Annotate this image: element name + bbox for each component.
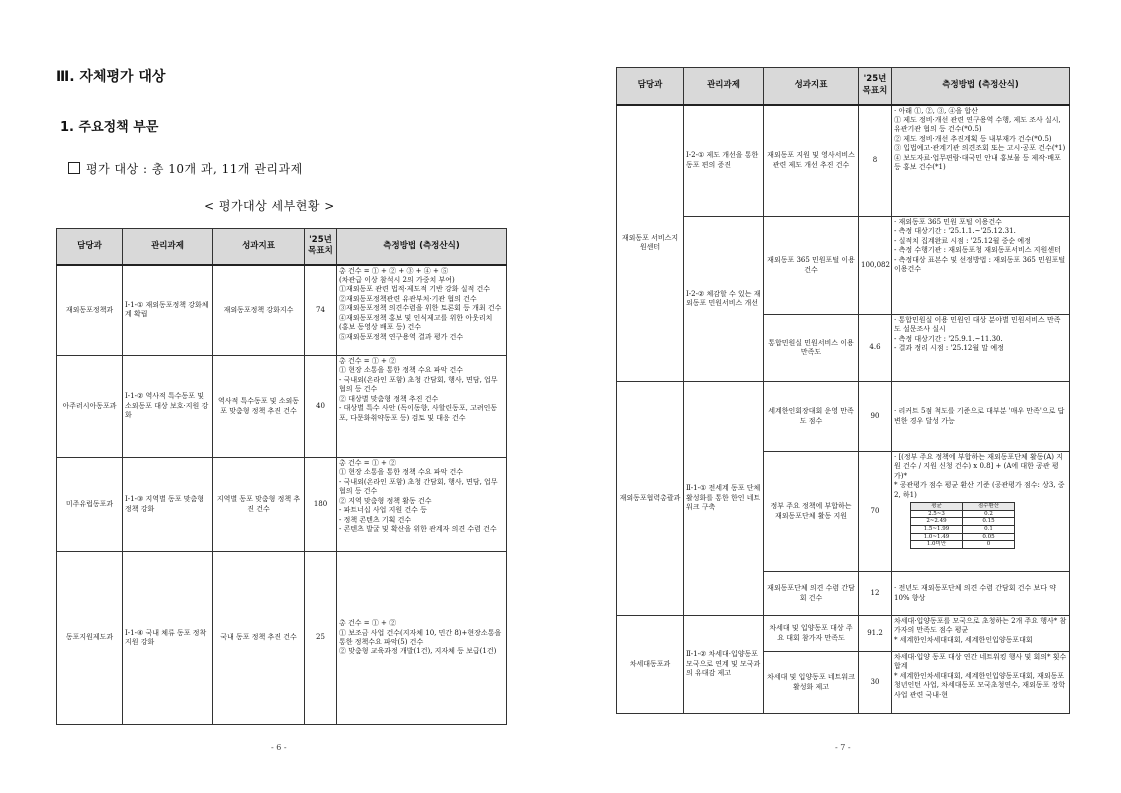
method-line: - 정책 콘텐츠 기획 건수 <box>339 515 412 524</box>
method-line: ① 보조금 사업 건수(지자체 10, 민간 8)+현장소통을 통한 정책수요 파악(5) 건수 <box>339 628 502 646</box>
method-line: · 전년도 재외동포단체 의견 수렴 간담회 건수 보다 약 10% 향상 <box>894 584 1057 602</box>
target-cell: 40 <box>305 356 337 458</box>
target-cell: 4.6 <box>859 315 892 382</box>
method-line: 차세대·입양동포를 모국으로 초청하는 2개 주요 행사* 참가자의 만족도 점수 평균 <box>894 617 1067 635</box>
method-line: - 국내외(온라인 포함) 초청 간담회, 행사, 면담, 업무협의 등 건수 <box>339 375 498 394</box>
table-header-row <box>57 229 507 265</box>
header-method: 측정방법 (측정산식) <box>892 68 1070 105</box>
eval-target <box>68 160 303 177</box>
task-cell: Ⅰ-2-① 제도 개선을 통한 동포 편의 증진 <box>684 105 764 217</box>
task-cell: Ⅰ-1-④ 국내 체류 동포 정착지원 강화 <box>123 552 213 725</box>
task-cell: Ⅱ-1-① 전세계 동포 단체 활성화를 통한 한인 네트워크 구축 <box>684 382 764 616</box>
header-dept: 담당과 <box>617 68 684 105</box>
dept-cell: 아주러시아동포과 <box>57 356 123 458</box>
method-line: * 세계한인차세대대회, 세계한인입양동포대회, 재외동포 청년인턴 사업, 차세대동포 모국초청연수, 재외동포 장학사업 관련 국내·현 <box>894 671 1066 699</box>
indicator-cell: 역사적 특수동포 및 소외동포 맞춤형 정책 추진 건수 <box>213 356 305 458</box>
method-cell <box>892 652 1070 714</box>
eval-target-text: 평가 대상 : 총 10개 과, 11개 관리과제 <box>86 162 303 176</box>
method-line: (차관급 이상 참석시 2의 가중치 부여) <box>339 275 455 284</box>
method-cell <box>892 452 1070 572</box>
method-line: ③재외동포정책 의견수렴을 위한 토론회 등 개최 건수 <box>339 304 502 313</box>
task-cell: Ⅰ-2-② 체감할 수 있는 재외동포 민원서비스 개선 <box>684 217 764 382</box>
mini-cell: 2~2.49 <box>911 518 963 526</box>
dept-cell: 차세대동포과 <box>617 616 684 714</box>
method-cell <box>892 572 1070 616</box>
method-line: 차세대·입양 동포 대상 연간 네트워킹 행사 및 회의* 횟수 합계 <box>894 653 1067 671</box>
method-line: - 콘텐츠 발굴 및 확산을 위한 관계자 의견 수렴 건수 <box>339 525 497 534</box>
target-cell: 74 <box>305 265 337 356</box>
method-line: · [(정부 주요 정책에 부합하는 재외동포단체 활동(A) 지원 건수 / 지원 신청 건수) x 0.8] + (A에 대한 공관 평가)* <box>894 453 1064 480</box>
page-number: - 7 - <box>835 743 851 752</box>
table-row <box>57 458 507 552</box>
method-cell <box>337 458 507 552</box>
target-cell: 100,082 <box>859 217 892 315</box>
method-line: 총 건수 = ① + ② <box>339 619 397 628</box>
table-row <box>57 552 507 725</box>
indicator-cell: 국내 동포 정책 추진 건수 <box>213 552 305 725</box>
indicator-cell: 지역별 동포 맞춤형 정책 추진 건수 <box>213 458 305 552</box>
table-header-row <box>617 68 1070 105</box>
target-cell: 91.2 <box>859 616 892 652</box>
method-line: · 재외동포 365 민원 포털 이용건수 <box>894 218 1002 226</box>
target-cell: 90 <box>859 382 892 452</box>
method-line: 총 건수 = ① + ② + ③ + ④ + ⑤ <box>339 266 449 275</box>
status-caption: < 평가대상 세부현황 > <box>204 199 335 213</box>
indicator-cell: 재외동포 지원 및 영사서비스 관련 제도 개선 추진 건수 <box>764 105 859 217</box>
indicator-cell: 차세대 및 입양동포 대상 주요 대회 참가자 만족도 <box>764 616 859 652</box>
target-cell: 25 <box>305 552 337 725</box>
table-row <box>617 616 1070 652</box>
method-line: - 파트너십 사업 지원 건수 등 <box>339 506 427 515</box>
checkbox-icon <box>68 162 80 174</box>
mini-cell: 1.5~1.99 <box>911 525 963 533</box>
mini-cell: 1.0미만 <box>911 541 963 549</box>
dept-cell: 동포지원제도과 <box>57 552 123 725</box>
method-line: - 측정 대상기간 : '25.9.1.~11.30. <box>894 334 1003 343</box>
method-line: ① 현장 소통을 통한 정책 수요 파악 건수 <box>339 366 464 375</box>
indicator-cell: 재외동포정책 강화지수 <box>213 265 305 356</box>
target-cell: 12 <box>859 572 892 616</box>
header-target: '25년 목표치 <box>305 229 337 265</box>
method-cell <box>892 382 1070 452</box>
method-line: - 실적치 집계완료 시점 : '25.12월 중순 예정 <box>894 236 1031 245</box>
mini-cell: 0.05 <box>963 533 1015 541</box>
evaluation-table-left <box>56 228 507 725</box>
target-cell: 70 <box>859 452 892 572</box>
dept-cell: 재외동포 서비스지원센터 <box>617 105 684 382</box>
method-line: - 측정 수행기관 : 재외동포청 재외동포서비스 지원센터 <box>894 246 1061 255</box>
section-title: Ⅲ. 자체평가 대상 <box>56 69 166 85</box>
method-line: - 측정 대상기간 : '25.1.1.~'25.12.31. <box>894 227 1016 236</box>
header-task: 관리과제 <box>123 229 213 265</box>
target-cell: 30 <box>859 652 892 714</box>
mini-cell: 0.15 <box>963 518 1015 526</box>
method-line: ②재외동포정책관련 유관부처·기관 협의 건수 <box>339 294 477 303</box>
mini-header: 점수환산 <box>963 503 1015 511</box>
right-page <box>560 0 1121 793</box>
indicator-cell: 재외동포 365 민원포털 이용 건수 <box>764 217 859 315</box>
method-cell <box>337 265 507 356</box>
table-row <box>57 265 507 356</box>
method-line: * 세계한인차세대대회, 세계한인입양동포대회 <box>894 635 1033 644</box>
method-line: - 측정대상 표본수 및 선정방법 : 재외동포 365 민원포털 이용건수 <box>894 255 1066 274</box>
indicator-cell: 재외동포단체 의견 수렴 간담회 건수 <box>764 572 859 616</box>
evaluation-table-right <box>616 67 1070 714</box>
table-row <box>617 217 1070 315</box>
method-line: · 아래 ①, ②, ③, ④을 합산 <box>894 106 979 115</box>
subsection-title: 1. 주요정책 부문 <box>60 120 159 135</box>
method-line: ④재외동포정책 홍보 및 인식제고를 위한 아웃리치 (홍보 동영상 배포 등) 건수 <box>339 313 493 332</box>
dept-cell: 미주유럽동포과 <box>57 458 123 552</box>
header-indicator: 성과지표 <box>764 68 859 105</box>
method-cell <box>892 315 1070 382</box>
method-line: ③ 입법예고·관계기관 의견조회 또는 고시·공포 건수(*1) <box>894 144 1066 153</box>
target-cell: 8 <box>859 105 892 217</box>
table-row <box>617 382 1070 452</box>
method-cell <box>892 616 1070 652</box>
method-line: - 국내외(온라인 포함) 초청 간담회, 행사, 면담, 업무협의 등 건수 <box>339 477 498 496</box>
mini-cell: 2.5~3 <box>911 510 963 518</box>
indicator-cell: 차세대 및 입양동포 네트워크 활성화 제고 <box>764 652 859 714</box>
task-cell: Ⅰ-1-① 재외동포정책 강화체계 확립 <box>123 265 213 356</box>
left-page <box>0 0 560 793</box>
mini-cell: 0 <box>963 541 1015 549</box>
mini-header: 평균 <box>911 503 963 511</box>
method-line: ④ 보도자료·업무편람·대국민 안내 홍보물 등 제작·배포 등 홍보 건수(*1) <box>894 153 1061 172</box>
header-method: 측정방법 (측정산식) <box>337 229 507 265</box>
method-line: - 대상별 특수 사안 (독이동향, 사할린동포, 고려인동포, 다문화취약동포 등) 검토 및 대응 건수 <box>339 404 498 422</box>
header-task: 관리과제 <box>684 68 764 105</box>
task-cell: Ⅰ-1-② 역사적 특수동포 및 소외동포 대상 보호·지원 강화 <box>123 356 213 458</box>
method-line: ② 대상별 맞춤형 정책 추진 건수 <box>339 394 439 403</box>
table-row <box>617 105 1070 217</box>
header-dept: 담당과 <box>57 229 123 265</box>
page-number: - 6 - <box>271 743 287 752</box>
method-line: ② 맞춤형 교육과정 개발(1건), 지자체 등 보급(1건) <box>339 647 497 656</box>
dept-cell: 재외동포정책과 <box>57 265 123 356</box>
header-indicator: 성과지표 <box>213 229 305 265</box>
mini-cell: 0.1 <box>963 525 1015 533</box>
method-cell <box>337 552 507 725</box>
method-line: ② 제도 정비·개선 추진계획 등 내부재가 건수(*0.5) <box>894 134 1052 143</box>
indicator-cell: 세계한인회장대회 운영 만족도 점수 <box>764 382 859 452</box>
header-target: '25년 목표치 <box>859 68 892 105</box>
method-line: · 통합민원실 이용 민원인 대상 분야별 민원서비스 만족도 설문조사 실시 <box>894 316 1061 334</box>
mini-cell: 1.0~1.49 <box>911 533 963 541</box>
method-line: - 결과 정리 시점 : '25.12월 말 예정 <box>894 344 1004 353</box>
method-cell <box>337 356 507 458</box>
task-cell: Ⅰ-1-③ 지역별 동포 맞춤형 정책 강화 <box>123 458 213 552</box>
method-line: ② 지역 맞춤형 정책 활동 건수 <box>339 496 432 505</box>
method-line: ⑤재외동포정책 연구용역 결과 평가 건수 <box>339 332 464 341</box>
method-line: * 공관평가 점수 평균 환산 기준 (공관평가 점수: 상3, 중2, 하1) <box>894 481 1065 499</box>
method-line: ①재외동포 관련 법적·제도적 기반 강화 실적 건수 <box>339 285 491 294</box>
mini-cell: 0.2 <box>963 510 1015 518</box>
method-cell <box>892 105 1070 217</box>
dept-cell: 재외동포협력총괄과 <box>617 382 684 616</box>
method-cell <box>892 217 1070 315</box>
task-cell: Ⅱ-1-② 차세대·입양동포 모국으로 연계 및 모국과의 유대감 제고 <box>684 616 764 714</box>
target-cell: 180 <box>305 458 337 552</box>
indicator-cell: 정부 주요 정책에 부합하는 재외동포단체 활동 지원 <box>764 452 859 572</box>
indicator-cell: 통합민원실 민원서비스 이용 만족도 <box>764 315 859 382</box>
method-line: ① 제도 정비·개선 관련 연구용역 수행, 제도 조사 실시, 유관기관 협의 등 건수(*0.5) <box>894 115 1061 134</box>
score-conversion-table <box>910 502 1015 549</box>
method-line: 총 건수 = ① + ② <box>339 459 397 467</box>
method-line: ① 현장 소통을 통한 정책 수요 파악 건수 <box>339 468 464 477</box>
method-line: 총 건수 = ① + ② <box>339 357 397 365</box>
table-row <box>57 356 507 458</box>
method-line: · 리커트 5점 척도를 기준으로 대부분 '매우 만족'으로 답변한 경우 달성 가능 <box>894 407 1065 425</box>
